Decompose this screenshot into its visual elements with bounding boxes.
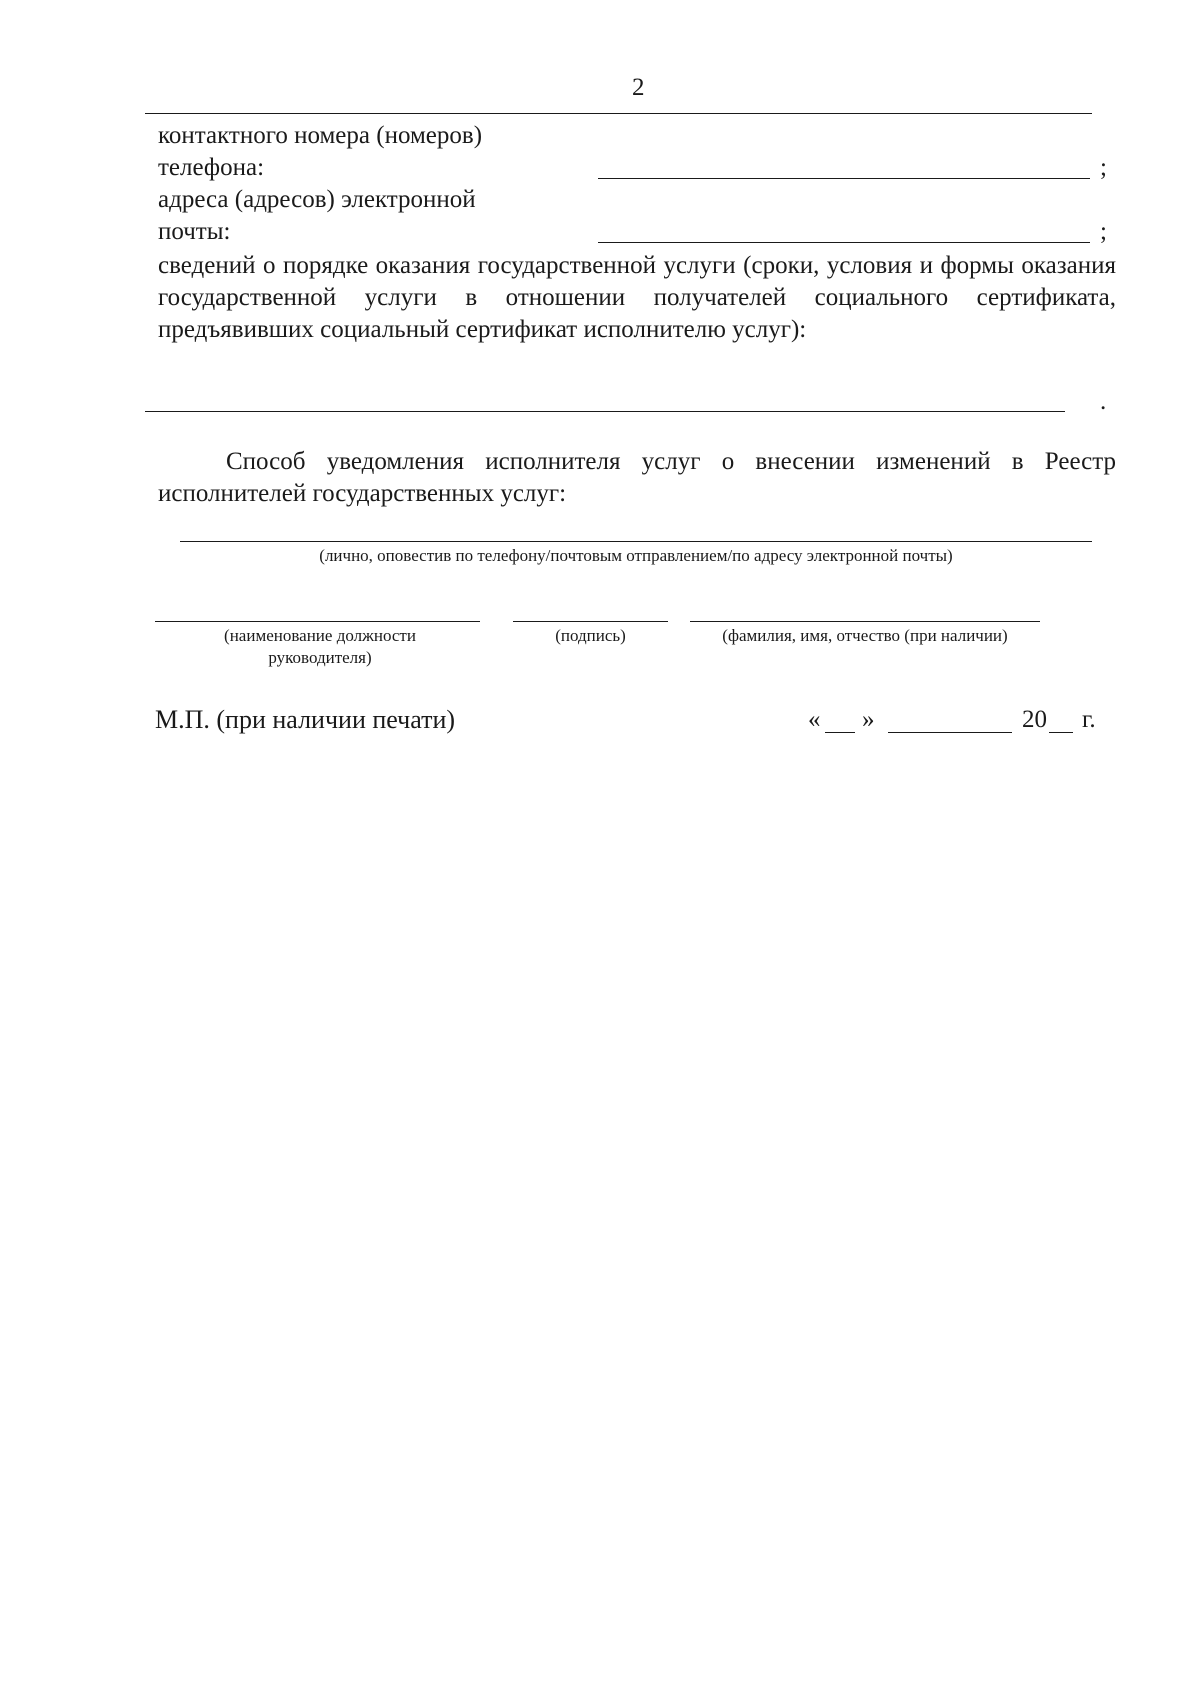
phone-label-line-2: телефона: (158, 154, 265, 181)
phone-blank-line[interactable] (598, 178, 1090, 179)
notification-blank-line[interactable] (180, 541, 1092, 542)
date-close-quote: » (862, 706, 875, 733)
email-end-mark: ; (1100, 218, 1107, 245)
services-end-mark: . (1100, 388, 1107, 415)
services-blank-line[interactable] (145, 411, 1065, 412)
position-blank-line[interactable] (155, 621, 480, 622)
top-rule (145, 113, 1092, 114)
phone-label-line-1: контактного номера (номеров) (158, 122, 483, 149)
position-caption: (наименование должности руководителя) (224, 626, 416, 667)
notification-text: Способ уведомления исполнителя услуг о внесении изменений в Реестр исполнителей государственных услуг: (158, 448, 1116, 507)
date-open-quote: « (808, 706, 821, 733)
notification-hint: (лично, оповестив по телефону/почтовым отправлением/по адресу электронной почты) (319, 546, 953, 565)
email-label-line-1: адреса (адресов) электронной (158, 186, 476, 213)
signature-caption: (подпись) (555, 626, 626, 645)
date-year-blank[interactable] (1049, 732, 1073, 733)
date-year-suffix: г. (1082, 706, 1096, 733)
signature-blank-line[interactable] (513, 621, 668, 622)
name-caption: (фамилия, имя, отчество (при наличии) (722, 626, 1008, 645)
email-label-line-2: почты: (158, 218, 231, 245)
name-blank-line[interactable] (690, 621, 1040, 622)
phone-end-mark: ; (1100, 154, 1107, 181)
services-info-text: сведений о порядке оказания государственной услуги (сроки, условия и формы оказания государственной услуги в отношении получателей социального сертификата, предъявивших социальный сертификат исполнителю услуг): (158, 252, 1116, 343)
page-number: 2 (632, 74, 645, 101)
date-year-prefix: 20 (1022, 706, 1047, 733)
date-month-blank[interactable] (888, 732, 1012, 733)
stamp-label: М.П. (при наличии печати) (155, 705, 456, 734)
email-blank-line[interactable] (598, 242, 1090, 243)
date-day-blank[interactable] (825, 732, 855, 733)
